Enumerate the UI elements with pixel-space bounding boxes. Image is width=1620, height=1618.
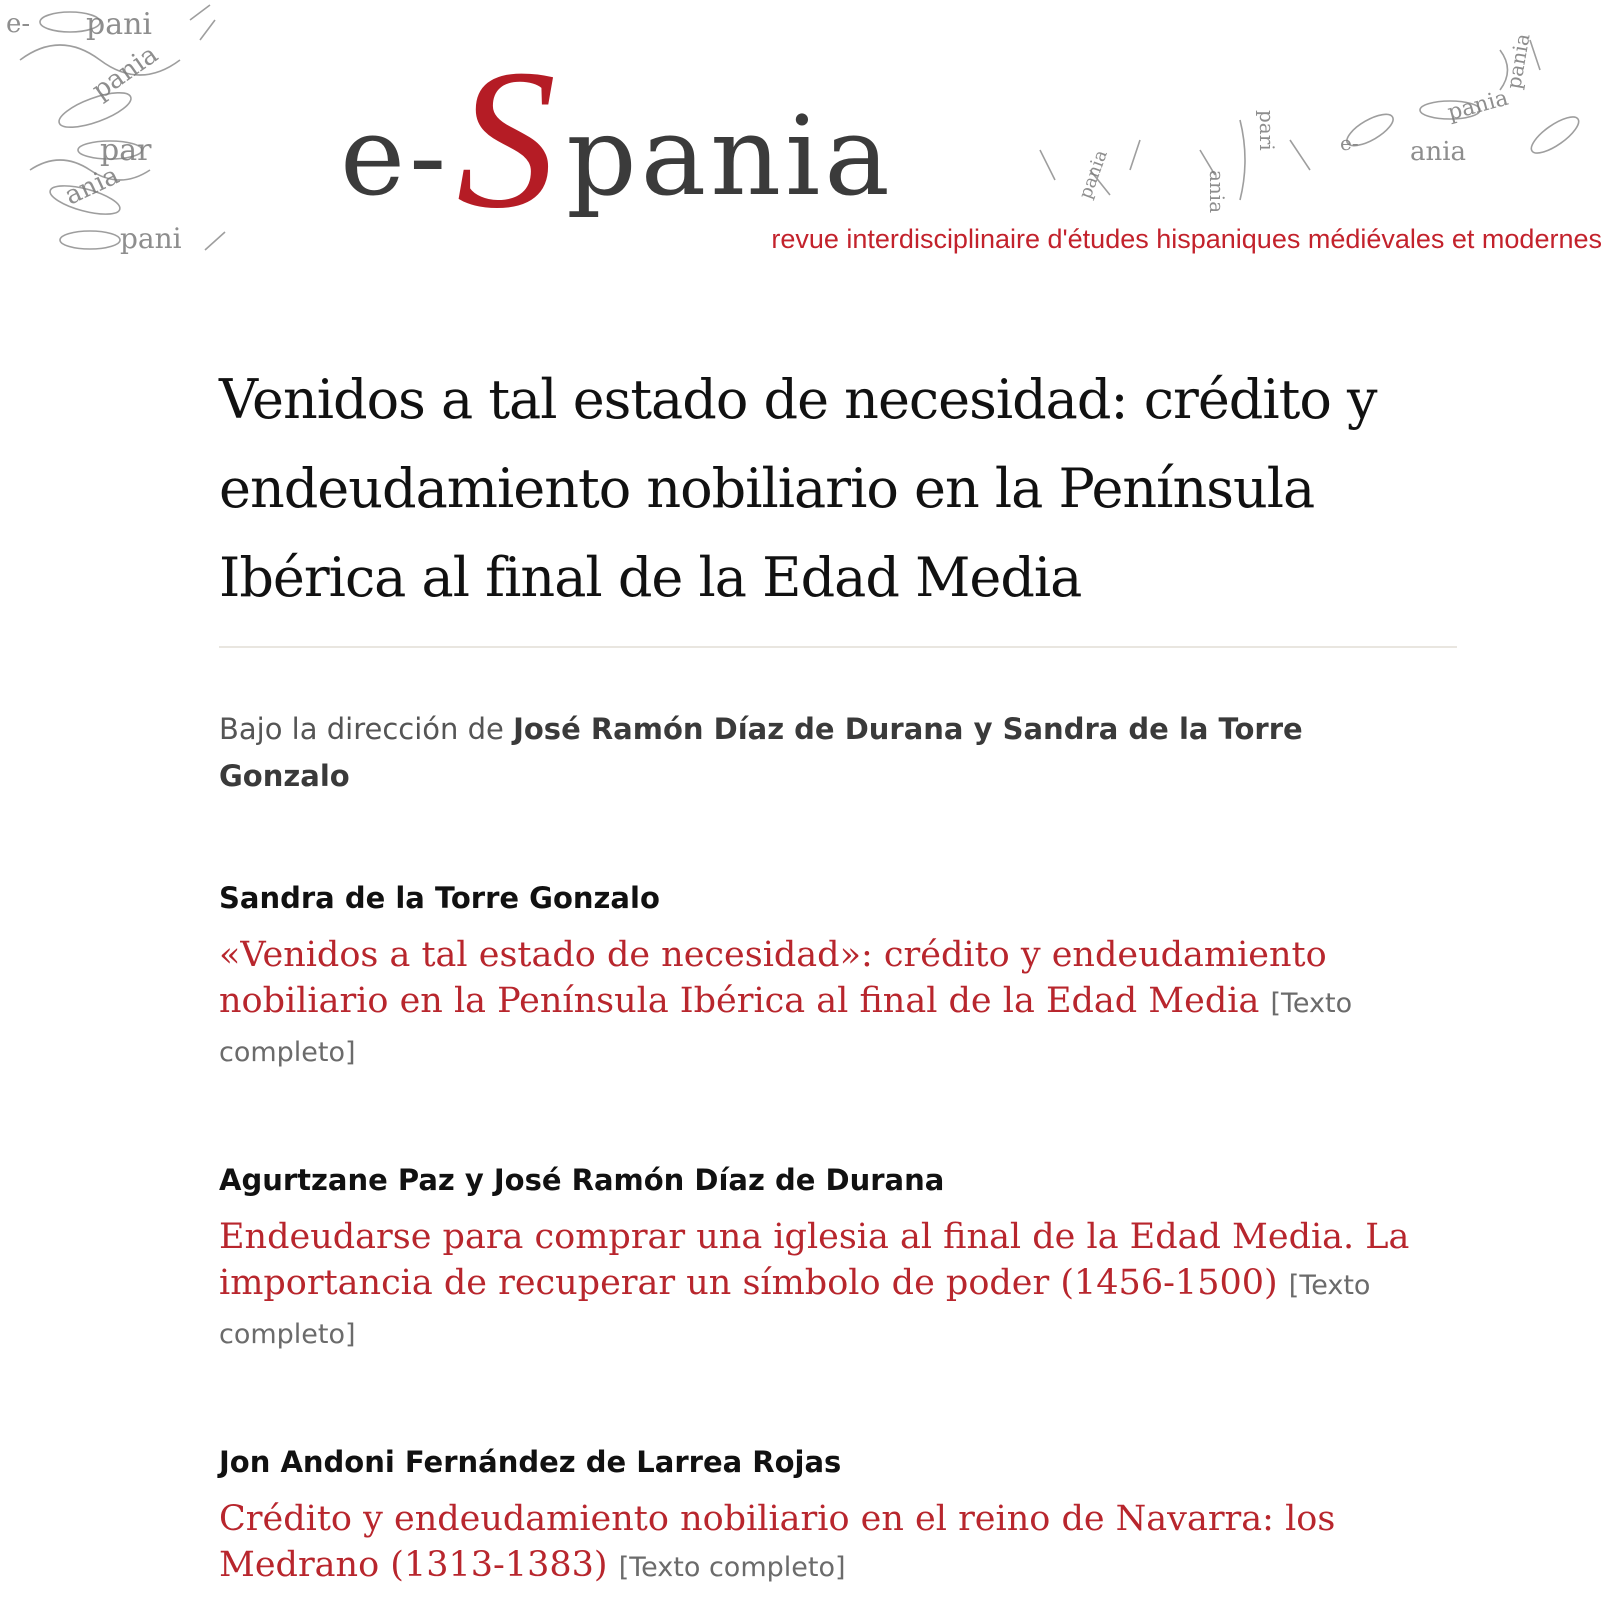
article-author: Agurtzane Paz y José Ramón Díaz de Durana — [219, 1163, 945, 1197]
site-subtitle: revue interdisciplinaire d'études hispaniques médiévales et modernes — [771, 224, 1602, 254]
svg-text:par: par — [100, 133, 152, 168]
svg-text:ania: ania — [1205, 170, 1229, 214]
main-content — [219, 355, 1464, 1591]
article-title-link[interactable]: Crédito y endeudamiento nobiliario en el reino de Navarra: los Medrano (1313-1383) — [219, 1499, 1336, 1585]
svg-text:e-: e- — [1340, 131, 1359, 155]
logo-s: S — [456, 29, 561, 250]
logo-suffix: pania — [566, 92, 894, 220]
svg-text:e-: e- — [6, 9, 31, 39]
article-title-link[interactable]: «Venidos a tal estado de necesidad»: crédito y endeudamiento nobiliario en la Península Ibérica al final de la Edad Media — [219, 935, 1327, 1021]
article-title — [219, 932, 1439, 1076]
svg-text:pani: pani — [86, 7, 153, 42]
full-text-link[interactable]: [Texto completo] — [618, 1552, 846, 1583]
editors-prefix: Bajo la dirección de — [219, 712, 504, 746]
full-text-link[interactable]: [Texto completo] — [219, 988, 1353, 1068]
article-title — [219, 1496, 1439, 1591]
svg-text:ania: ania — [60, 160, 124, 212]
svg-text:ania: ania — [1410, 137, 1467, 167]
editors-line — [219, 706, 1419, 800]
article-title-link[interactable]: Endeudarse para comprar una iglesia al final de la Edad Media. La importancia de recuperar un símbolo de poder (1456-1500) — [219, 1217, 1410, 1303]
article-author: Jon Andoni Fernández de Larrea Rojas — [219, 1445, 842, 1479]
svg-text:pania: pania — [86, 39, 164, 106]
logo-prefix: e- — [340, 92, 451, 220]
full-text-link[interactable]: [Texto completo] — [219, 1270, 1371, 1350]
article-entry — [219, 878, 1464, 1076]
article-entry — [219, 1160, 1464, 1358]
article-title — [219, 1214, 1439, 1358]
svg-text:pania: pania — [1074, 147, 1112, 202]
site-logo[interactable] — [340, 29, 894, 250]
svg-text:pania: pania — [1445, 85, 1511, 126]
svg-text:pari: pari — [1255, 110, 1279, 151]
title-divider — [219, 646, 1457, 648]
page-title: Venidos a tal estado de necesidad: crédito y endeudamiento nobiliario en la Península Ibérica al final de la Edad Media — [219, 368, 1377, 609]
svg-text:pani: pani — [120, 222, 182, 255]
editors-names: José Ramón Díaz de Durana y Sandra de la Torre Gonzalo — [219, 712, 1303, 793]
article-entry — [219, 1442, 1464, 1591]
svg-text:pania: pania — [1501, 31, 1535, 91]
article-author: Sandra de la Torre Gonzalo — [219, 881, 660, 915]
site-header — [0, 0, 1620, 290]
